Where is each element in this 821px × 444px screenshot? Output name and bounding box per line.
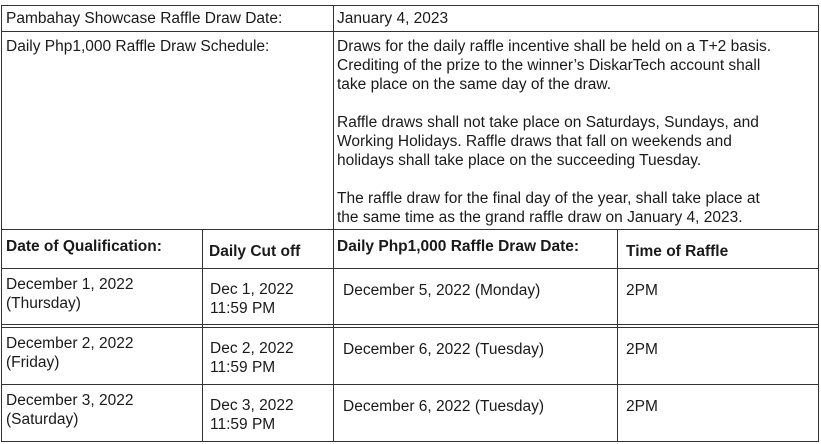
- border-row5: [1, 384, 819, 385]
- border-row4a: [1, 324, 819, 325]
- border-row6: [1, 441, 819, 442]
- border-top: [1, 5, 819, 6]
- showcase-value: January 4, 2023: [337, 10, 449, 27]
- border-right: [818, 5, 819, 442]
- row2-draw-date: December 6, 2022 (Tuesday): [343, 341, 545, 358]
- schedule-label: Daily Php1,000 Raffle Draw Schedule:: [6, 38, 270, 55]
- header-time-of-raffle: Time of Raffle: [626, 243, 729, 260]
- row3-qualification: December 3, 2022 (Saturday): [6, 392, 134, 428]
- border-row3: [1, 268, 819, 269]
- border-col-cutoff: [202, 229, 203, 442]
- showcase-label: Pambahay Showcase Raffle Draw Date:: [6, 10, 283, 27]
- row1-qualification: December 1, 2022 (Thursday): [6, 276, 134, 312]
- border-row4b: [1, 327, 819, 328]
- header-daily-cut-off: Daily Cut off: [209, 243, 301, 260]
- schedule-text: [337, 37, 817, 227]
- row1-draw-date: December 5, 2022 (Monday): [343, 282, 541, 299]
- header-date-of-qualification: Date of Qualification:: [6, 238, 162, 255]
- row2-cutoff: Dec 2, 2022 11:59 PM: [210, 340, 294, 376]
- schedule-paragraph-1: Draws for the daily raffle incentive shall be held on a T+2 basis. Crediting of the prize to the winner’s DiskarTech account shall take place on the same day of the draw.: [337, 38, 772, 93]
- row3-time: 2PM: [626, 398, 658, 415]
- row1-time: 2PM: [626, 282, 658, 299]
- row3-cutoff: Dec 3, 2022 11:59 PM: [210, 397, 294, 433]
- schedule-paragraph-3: The raffle draw for the final day of the year, shall take place at the same time as the grand raffle draw on January 4, 2023.: [337, 190, 760, 226]
- row2-qualification: December 2, 2022 (Friday): [6, 335, 134, 371]
- header-draw-date: Daily Php1,000 Raffle Draw Date:: [337, 238, 580, 255]
- schedule-paragraph-2: Raffle draws shall not take place on Saturdays, Sundays, and Working Holidays. Raffle draws that fall on weekends and holidays shall take place on the succeeding Tuesday.: [337, 114, 759, 169]
- border-row1: [1, 31, 819, 32]
- row1-cutoff: Dec 1, 2022 11:59 PM: [210, 281, 294, 317]
- border-row2: [1, 229, 819, 230]
- border-col-time: [617, 229, 618, 442]
- border-col-mid: [333, 5, 334, 442]
- row3-draw-date: December 6, 2022 (Tuesday): [343, 398, 545, 415]
- row2-time: 2PM: [626, 341, 658, 358]
- border-left: [1, 5, 2, 442]
